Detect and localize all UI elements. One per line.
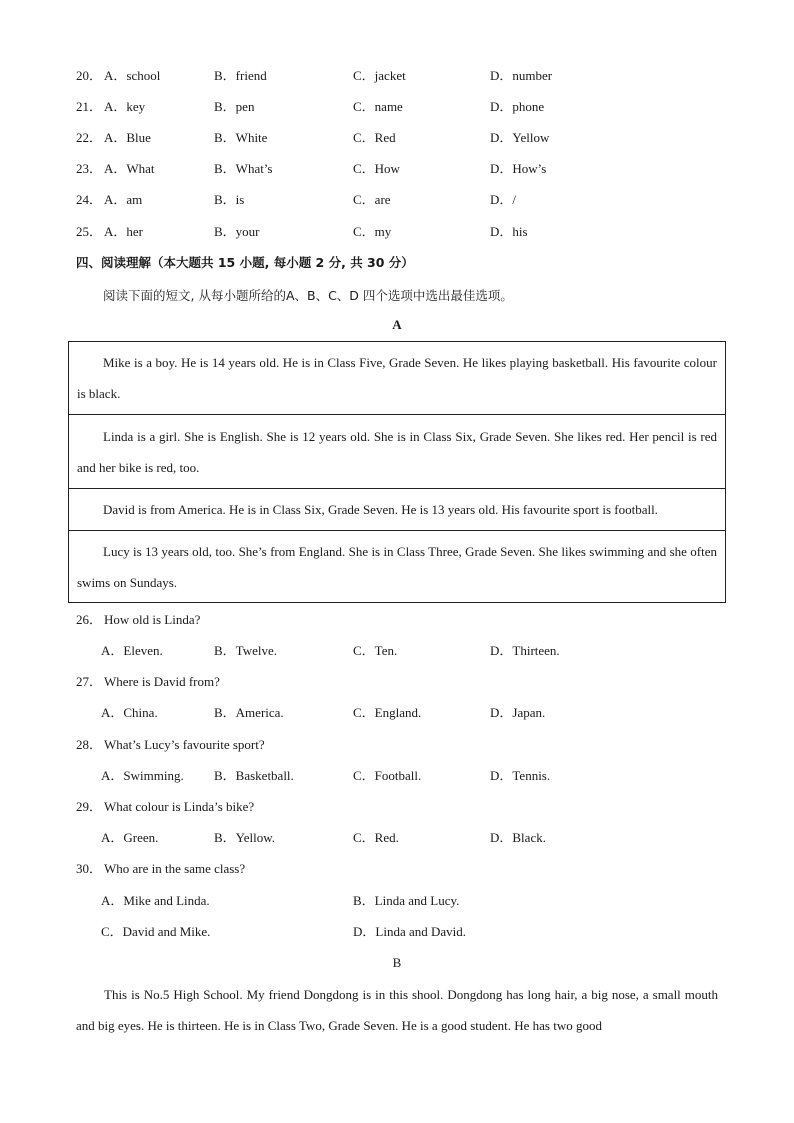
table-divider [69, 414, 725, 415]
paragraph-text: This is No.5 High School. My friend Dongdong is in this shool. Dongdong has long hair, a big nose, a small mouth and big eyes. He is thirteen. He is in Class Two, Grade Seven. He is a good student. He has two good [76, 987, 718, 1033]
option-a: A．Green. [101, 830, 159, 845]
option-a: A．key [104, 99, 146, 114]
option-c: C．Red. [353, 830, 399, 845]
passage-a-table [68, 341, 726, 603]
table-divider [69, 488, 725, 489]
passage-b-paragraph [76, 979, 718, 1041]
question-number: 24． [76, 192, 103, 207]
cell-text: Mike is a boy. He is 14 years old. He is in Class Five, Grade Seven. He likes playing basketball. His favourite colour is black. [77, 355, 717, 401]
passage-a-cell-david [69, 494, 725, 525]
question-number: 21． [76, 99, 103, 114]
passage-a-cell-lucy [69, 536, 725, 598]
option-a: A．Swimming. [101, 768, 184, 783]
question-number: 27． [76, 674, 103, 689]
option-c: C．Red [353, 130, 396, 145]
question-number: 28． [76, 737, 103, 752]
option-c: C．England. [353, 705, 422, 720]
question-text: What’s Lucy’s favourite sport? [104, 737, 265, 752]
cell-text: Lucy is 13 years old, too. She’s from England. She is in Class Three, Grade Seven. She likes swimming and she often swims on Sundays. [77, 544, 717, 590]
option-d: D．phone [490, 99, 545, 114]
option-a: A．her [104, 224, 143, 239]
section-instruction: 阅读下面的短文, 从每小题所给的A、B、C、D 四个选项中选出最佳选项。 [103, 288, 513, 303]
option-c: C．David and Mike. [101, 924, 211, 939]
table-divider [69, 530, 725, 531]
option-b: B．Twelve. [214, 643, 277, 658]
option-d: D．Japan. [490, 705, 546, 720]
section-heading: 四、阅读理解（本大题共 15 小题, 每小题 2 分, 共 30 分） [76, 255, 414, 270]
option-d: D．/ [490, 192, 517, 207]
option-c: C．my [353, 224, 392, 239]
option-c: C．How [353, 161, 400, 176]
question-text: Who are in the same class? [104, 861, 246, 876]
option-d: D．his [490, 224, 528, 239]
option-c: C．Football. [353, 768, 422, 783]
question-number: 29． [76, 799, 103, 814]
passage-a-label: A [392, 317, 402, 332]
option-d: D．number [490, 68, 553, 83]
passage-a-cell-linda [69, 421, 725, 483]
question-text: Where is David from? [104, 674, 220, 689]
passage-a-cell-mike [69, 347, 725, 409]
option-c: C．are [353, 192, 391, 207]
question-number: 25． [76, 224, 103, 239]
option-b: B．is [214, 192, 245, 207]
option-a: A．school [104, 68, 161, 83]
option-a: A．What [104, 161, 155, 176]
option-a: A．Mike and Linda. [101, 893, 210, 908]
option-d: D．Black. [490, 830, 546, 845]
option-b: B．Yellow. [214, 830, 276, 845]
option-b: B．White [214, 130, 268, 145]
cell-text: Linda is a girl. She is English. She is 12 years old. She is in Class Six, Grade Seven. She likes red. Her pencil is red and her bike is red, too. [77, 429, 717, 475]
question-number: 26． [76, 612, 103, 627]
option-b: B．America. [214, 705, 284, 720]
option-d: D．Linda and David. [353, 924, 467, 939]
option-c: C．name [353, 99, 403, 114]
question-text: What colour is Linda’s bike? [104, 799, 255, 814]
option-c: C．Ten. [353, 643, 398, 658]
question-number: 30． [76, 861, 103, 876]
question-number: 20． [76, 68, 103, 83]
passage-b-label: B [392, 955, 402, 970]
option-a: A．Blue [104, 130, 151, 145]
option-a: A．am [104, 192, 143, 207]
option-d: D．How’s [490, 161, 547, 176]
question-text: How old is Linda? [104, 612, 201, 627]
question-number: 23． [76, 161, 103, 176]
option-d: D．Thirteen. [490, 643, 560, 658]
option-b: B．pen [214, 99, 255, 114]
option-a: A．China. [101, 705, 158, 720]
option-b: B．Basketball. [214, 768, 294, 783]
option-b: B．Linda and Lucy. [353, 893, 460, 908]
option-b: B．What’s [214, 161, 273, 176]
option-d: D．Yellow [490, 130, 550, 145]
question-number: 22． [76, 130, 103, 145]
option-d: D．Tennis. [490, 768, 551, 783]
option-b: B．your [214, 224, 260, 239]
option-c: C．jacket [353, 68, 406, 83]
option-b: B．friend [214, 68, 267, 83]
option-a: A．Eleven. [101, 643, 163, 658]
cell-text: David is from America. He is in Class Six, Grade Seven. He is 13 years old. His favourite sport is football. [103, 502, 658, 517]
